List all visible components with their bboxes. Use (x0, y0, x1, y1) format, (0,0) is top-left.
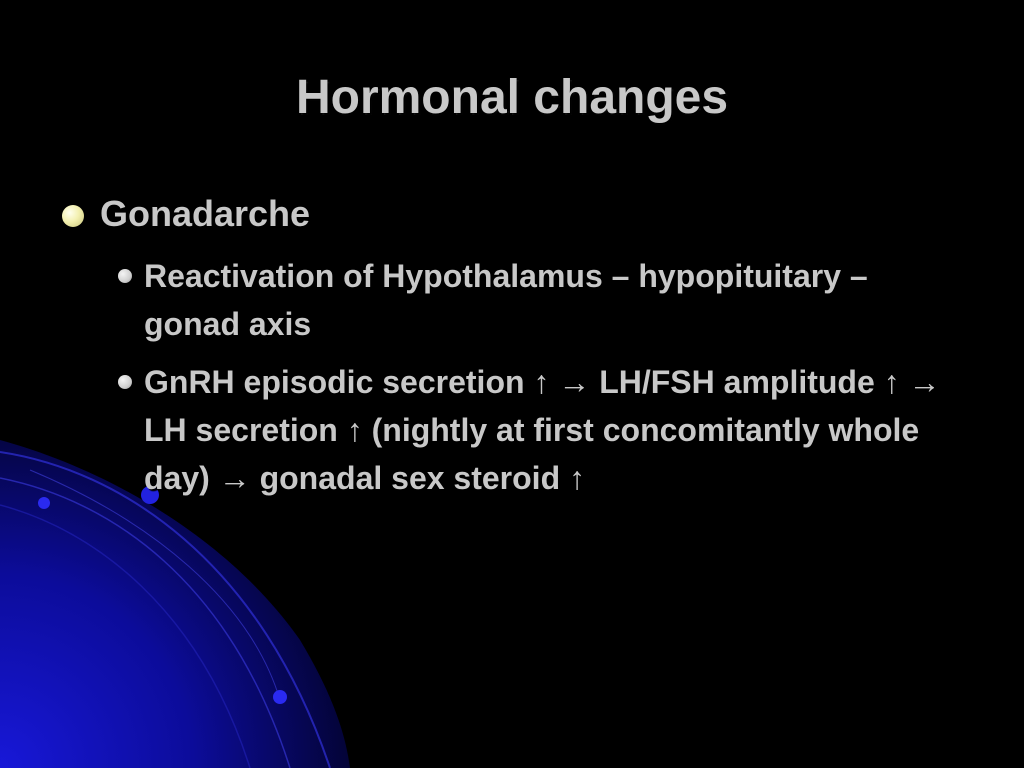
sub-bullet-dot-icon (118, 375, 132, 389)
bullet-text: Gonadarche (100, 193, 311, 234)
sub-bullet-dot-icon (118, 269, 132, 283)
sub-bullet-item (118, 358, 948, 502)
sub-bullet-text: GnRH episodic secretion ↑ → LH/FSH amplitude ↑ → LH secretion ↑ (nightly at first concomitantly whole day) → gonadal sex steroid ↑ (144, 364, 941, 496)
bullet-dot-icon (62, 205, 84, 227)
sub-bullet-text: Reactivation of Hypothalamus – hypopituitary – gonad axis (144, 258, 868, 342)
decor-dot-3 (273, 690, 287, 704)
slide-title: Hormonal changes (295, 71, 729, 124)
decor-dot-1 (38, 497, 50, 509)
bullet-item (62, 190, 962, 238)
sub-bullet-item (118, 252, 948, 348)
